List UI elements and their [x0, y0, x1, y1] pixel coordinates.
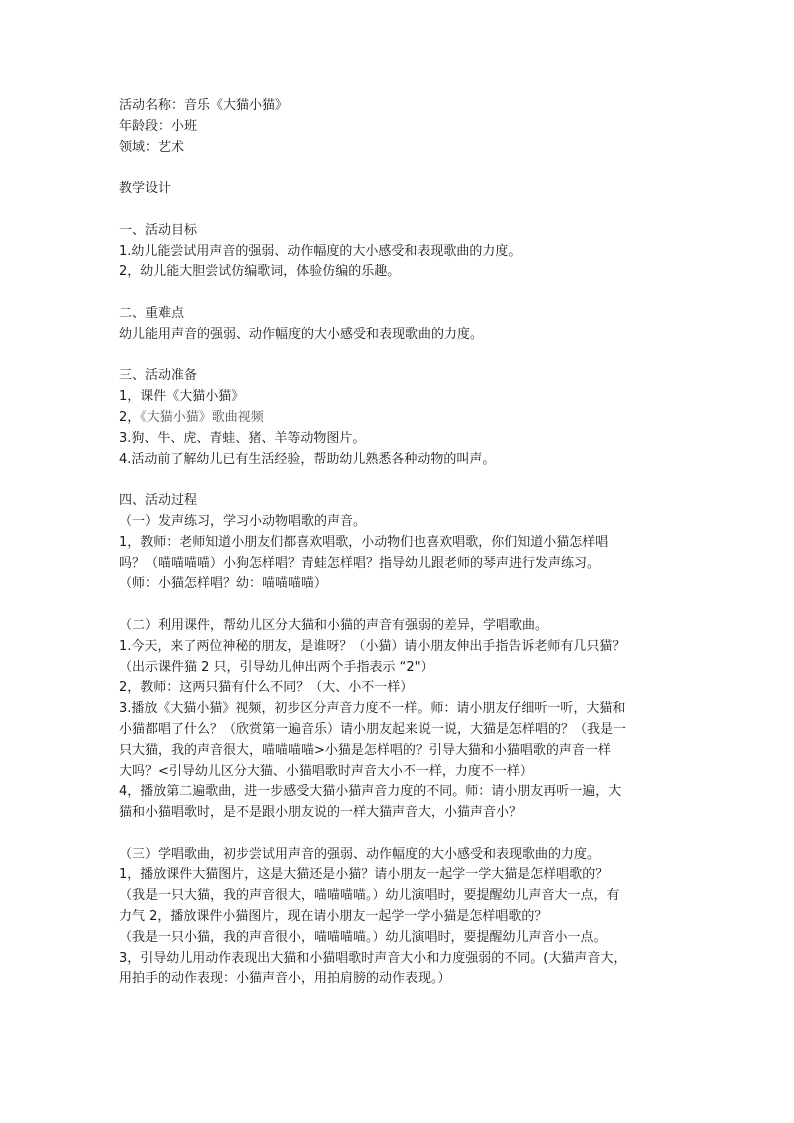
part1-line: 吗？（喵喵喵喵）小狗怎样唱？青蛙怎样唱？指导幼儿跟老师的琴声进行发声练习。	[119, 555, 601, 571]
part1-line: （师：小猫怎样唱？幼：喵喵喵喵）	[119, 576, 328, 592]
spacer	[119, 158, 684, 179]
part3-line: （我是一只小猫，我的声音很小，喵喵喵喵。）幼儿演唱时，要提醒幼儿声音小一点。	[119, 929, 607, 945]
part2-line: 猫和小猫唱歌时，是不是跟小朋友说的一样大猫声音大，小猫声音小？	[119, 805, 523, 821]
goal-item: 1.幼儿能尝试用声音的强弱、动作幅度的大小感受和表现歌曲的力度。	[119, 243, 522, 259]
domain-field: 领域：艺术	[119, 139, 185, 155]
spacer	[119, 346, 684, 367]
part2-title: （二）利用课件，帮幼儿区分大猫和小猫的声音有强弱的差异，学唱歌曲。	[119, 617, 549, 633]
goal-item: 2，幼儿能大胆尝试仿编歌词，体验仿编的乐趣。	[119, 264, 401, 280]
preparation-item: 3.狗、牛、虎、青蛙、猪、羊等动物图片。	[119, 430, 366, 446]
preparation-heading: 三、活动准备	[119, 368, 198, 384]
part2-line: 4，播放第二遍歌曲，进一步感受大猫小猫声音力度的不同。师：请小朋友再听一遍，大	[119, 784, 622, 800]
age-group: 年龄段：小班	[119, 118, 198, 134]
preparation-item	[119, 408, 684, 429]
preparation-item: 1，课件《大猫小猫》	[119, 389, 245, 405]
part1-title: （一）发声练习，学习小动物唱歌的声音。	[119, 513, 367, 529]
process-heading: 四、活动过程	[119, 493, 198, 509]
spacer	[119, 595, 684, 616]
part2-line: 只大猫，我的声音很大，喵喵喵喵>小猫是怎样唱的？引导大猫和小猫唱歌的声音一样	[119, 742, 611, 758]
part3-line: 用拍手的动作表现：小猫声音小，用拍肩膀的动作表现。）	[119, 971, 451, 987]
spacer	[119, 200, 684, 221]
part2-line: 小猫都唱了什么？（欣赏第一遍音乐）请小朋友起来说一说，大猫是怎样唱的？（我是一	[119, 721, 627, 737]
goals-heading: 一、活动目标	[119, 222, 198, 238]
spacer	[119, 283, 684, 304]
design-title: 教学设计	[119, 181, 172, 197]
part3-line: 1，播放课件大猫图片，这是大猫还是小猫？请小朋友一起学一学大猫是怎样唱歌的？	[119, 867, 609, 883]
part1-line: 1，教师：老师知道小朋友们都喜欢唱歌，小动物们也喜欢唱歌，你们知道小猫怎样唱	[119, 534, 609, 550]
key-points-heading: 二、重难点	[119, 305, 185, 321]
spacer	[119, 824, 684, 845]
part2-line: 3.播放《大猫小猫》视频，初步区分声音力度不一样。师：请小朋友仔细听一听，大猫和	[119, 701, 626, 717]
activity-name: 活动名称：音乐《大猫小猫》	[119, 98, 289, 113]
part3-line: （我是一只大猫，我的声音很大，喵喵喵喵。）幼儿演唱时，要提醒幼儿声音大一点，有	[119, 888, 620, 904]
spacer	[119, 470, 684, 491]
preparation-item-text: 《大猫小猫》歌曲视频	[140, 409, 264, 425]
part3-line: 力气 2，播放课件小猫图片，现在请小朋友一起学一学小猫是怎样唱歌的？	[119, 909, 548, 925]
preparation-item-prefix: 2，	[119, 409, 141, 425]
document-body	[119, 96, 684, 990]
preparation-item: 4.活动前了解幼儿已有生活经验，帮助幼儿熟悉各种动物的叫声。	[119, 451, 496, 467]
part2-line: 1.今天，来了两位神秘的朋友，是谁呀？（小猫）请小朋友伸出手指告诉老师有几只猫？	[119, 638, 626, 654]
key-points-text: 幼儿能用声音的强弱、动作幅度的大小感受和表现歌曲的力度。	[119, 326, 484, 342]
part3-line: 3，引导幼儿用动作表现出大猫和小猫唱歌时声音大小和力度强弱的不同。(大猫声音大，	[119, 950, 627, 966]
part2-line: 2，教师：这两只猫有什么不同？（大、小不一样）	[119, 680, 414, 696]
part3-title: （三）学唱歌曲，初步尝试用声音的强弱、动作幅度的大小感受和表现歌曲的力度。	[119, 846, 601, 862]
part2-line: 大吗？<引导幼儿区分大猫、小猫唱歌时声音大小不一样，力度不一样）	[119, 763, 533, 779]
part2-line: （出示课件猫 2 只，引导幼儿伸出两个手指表示 “2"）	[119, 659, 434, 675]
